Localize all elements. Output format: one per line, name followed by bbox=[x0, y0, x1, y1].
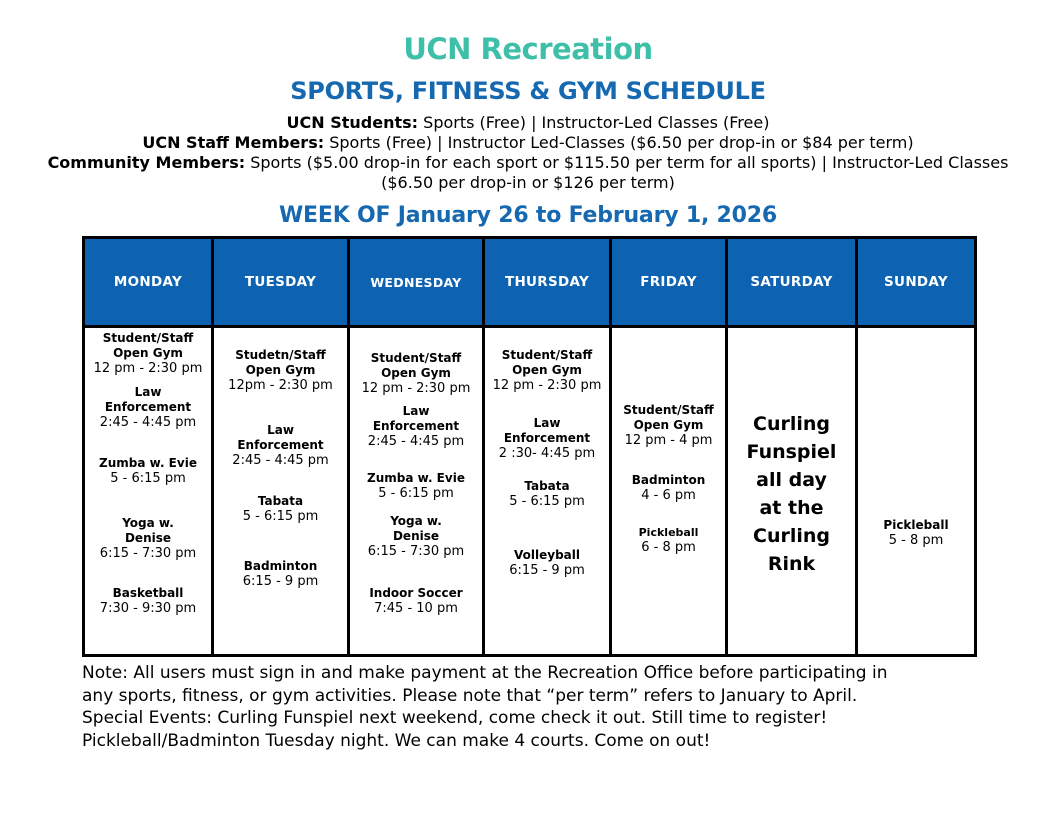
event-tabata bbox=[485, 479, 609, 509]
event-time: 2:45 - 4:45 pm bbox=[367, 434, 465, 449]
day-header-friday: FRIDAY bbox=[611, 238, 727, 327]
page-subtitle: SPORTS, FITNESS & GYM SCHEDULE bbox=[290, 77, 766, 105]
day-cell-saturday bbox=[727, 327, 857, 656]
day-header-tuesday: TUESDAY bbox=[213, 238, 349, 327]
schedule-row bbox=[84, 327, 976, 656]
event-time: 12 pm - 2:30 pm bbox=[93, 361, 203, 376]
day-header-row bbox=[84, 238, 976, 327]
day-cell-wednesday bbox=[349, 327, 484, 656]
event-open-gym bbox=[612, 403, 725, 448]
day-header-sunday: SUNDAY bbox=[857, 238, 976, 327]
event-time: 12 pm - 4 pm bbox=[624, 433, 713, 448]
pricing-community-label: Community Members: bbox=[47, 153, 246, 172]
event-yoga bbox=[85, 516, 211, 561]
event-time: 2:45 - 4:45 pm bbox=[232, 453, 329, 468]
event-time: 12 pm - 2:30 pm bbox=[492, 378, 602, 393]
event-name: Tabata bbox=[257, 494, 304, 508]
day-cell-monday bbox=[84, 327, 213, 656]
event-time: 5 - 8 pm bbox=[888, 533, 944, 548]
event-name: Law Enforcement bbox=[503, 416, 591, 445]
event-name: Pickleball bbox=[883, 518, 949, 532]
curling-line: Curling bbox=[753, 413, 830, 435]
event-name: Student/Staff Open Gym bbox=[370, 351, 462, 380]
event-time: 6:15 - 9 pm bbox=[509, 563, 585, 578]
event-time: 5 - 6:15 pm bbox=[509, 494, 585, 509]
day-header-monday: MONDAY bbox=[84, 238, 213, 327]
event-name: Studetn/Staff Open Gym bbox=[235, 348, 326, 377]
event-badminton bbox=[214, 559, 347, 589]
event-time: 7:45 - 10 pm bbox=[374, 601, 458, 616]
event-name: Basketball bbox=[112, 586, 184, 600]
event-time: 7:30 - 9:30 pm bbox=[99, 601, 197, 616]
event-pickleball bbox=[858, 518, 974, 548]
event-name: Zumba w. Evie bbox=[367, 471, 465, 485]
day-cell-thursday bbox=[484, 327, 611, 656]
day-cell-sunday bbox=[857, 327, 976, 656]
event-time: 6:15 - 7:30 pm bbox=[367, 544, 465, 559]
event-yoga bbox=[350, 514, 482, 559]
event-basketball bbox=[85, 586, 211, 616]
event-zumba bbox=[85, 456, 211, 486]
event-name: Law Enforcement bbox=[104, 385, 192, 414]
pricing-community-text: Sports ($5.00 drop-in for each sport or $115.50 per term for all sports) | Instructor-Led Classes ($6.50 per drop-in or $126 per term) bbox=[245, 153, 1009, 192]
schedule-table bbox=[82, 236, 977, 657]
day-cell-friday bbox=[611, 327, 727, 656]
day-header-thursday: THURSDAY bbox=[484, 238, 611, 327]
event-name: Student/Staff Open Gym bbox=[102, 331, 194, 360]
pricing-staff-text: Sports (Free) | Instructor Led-Classes ($6.50 per drop-in or $84 per term) bbox=[324, 133, 914, 152]
event-name: Badminton bbox=[243, 559, 318, 573]
event-open-gym bbox=[485, 348, 609, 393]
event-name: Indoor Soccer bbox=[369, 586, 463, 600]
event-badminton bbox=[612, 473, 725, 503]
event-tabata bbox=[214, 494, 347, 524]
note-line: Note: All users must sign in and make payment at the Recreation Office before participating in bbox=[82, 663, 888, 683]
event-name: Badminton bbox=[631, 473, 706, 487]
event-name: Yoga w. Denise bbox=[390, 514, 442, 543]
event-time: 6:15 - 9 pm bbox=[242, 574, 319, 589]
notes bbox=[82, 662, 982, 752]
curling-line: Curling bbox=[753, 525, 830, 547]
curling-line: Funspiel bbox=[746, 441, 837, 463]
event-open-gym bbox=[214, 348, 347, 393]
event-time: 4 - 6 pm bbox=[641, 488, 696, 503]
event-name: Student/Staff Open Gym bbox=[623, 403, 714, 432]
day-header-wednesday: WEDNESDAY bbox=[349, 238, 484, 327]
event-name: Volleyball bbox=[514, 548, 580, 562]
event-name: Tabata bbox=[524, 479, 570, 493]
event-time: 5 - 6:15 pm bbox=[378, 486, 454, 501]
pricing-students-label: UCN Students: bbox=[286, 113, 419, 132]
event-time: 2:45 - 4:45 pm bbox=[99, 415, 197, 430]
curling-line: all day bbox=[756, 469, 827, 491]
event-law-enforcement bbox=[214, 423, 347, 468]
pricing-students bbox=[40, 113, 1016, 133]
event-open-gym bbox=[350, 351, 482, 396]
note-line: any sports, fitness, or gym activities. Please note that “per term” refers to January to April. bbox=[82, 685, 858, 706]
note-line: Pickleball/Badminton Tuesday night. We can make 4 courts. Come on out! bbox=[82, 730, 711, 751]
pricing-staff-label: UCN Staff Members: bbox=[142, 133, 325, 152]
event-name: Student/Staff Open Gym bbox=[501, 348, 593, 377]
pricing-info bbox=[40, 113, 1016, 193]
event-name: Law Enforcement bbox=[237, 423, 324, 452]
week-heading: WEEK OF January 26 to February 1, 2026 bbox=[278, 203, 777, 228]
event-name: Zumba w. Evie bbox=[99, 456, 197, 470]
event-time: 5 - 6:15 pm bbox=[242, 509, 319, 524]
event-name: Pickleball bbox=[638, 526, 699, 539]
event-time: 12pm - 2:30 pm bbox=[228, 378, 333, 393]
day-cell-tuesday bbox=[213, 327, 349, 656]
event-law-enforcement bbox=[485, 416, 609, 461]
event-law-enforcement bbox=[350, 404, 482, 449]
event-time: 5 - 6:15 pm bbox=[110, 471, 186, 486]
day-header-saturday: SATURDAY bbox=[727, 238, 857, 327]
event-name: Yoga w. Denise bbox=[122, 516, 174, 545]
event-zumba bbox=[350, 471, 482, 501]
event-indoor-soccer bbox=[350, 586, 482, 616]
event-time: 6 - 8 pm bbox=[641, 540, 696, 555]
event-time: 6:15 - 7:30 pm bbox=[99, 546, 197, 561]
page-title: UCN Recreation bbox=[403, 32, 653, 66]
curling-line: at the bbox=[759, 497, 824, 519]
event-volleyball bbox=[485, 548, 609, 578]
curling-funspiel-text bbox=[728, 410, 855, 578]
pricing-students-text: Sports (Free) | Instructor-Led Classes (Free) bbox=[418, 113, 770, 132]
event-name: Law Enforcement bbox=[372, 404, 460, 433]
event-pickleball bbox=[612, 525, 725, 555]
event-time: 2 :30- 4:45 pm bbox=[498, 446, 596, 461]
event-time: 12 pm - 2:30 pm bbox=[361, 381, 471, 396]
event-open-gym bbox=[85, 331, 211, 376]
note-line: Special Events: Curling Funspiel next weekend, come check it out. Still time to register! bbox=[82, 708, 828, 728]
pricing-staff bbox=[40, 133, 1016, 153]
event-law-enforcement bbox=[85, 385, 211, 430]
curling-line: Rink bbox=[767, 553, 816, 575]
pricing-community bbox=[40, 153, 1016, 193]
